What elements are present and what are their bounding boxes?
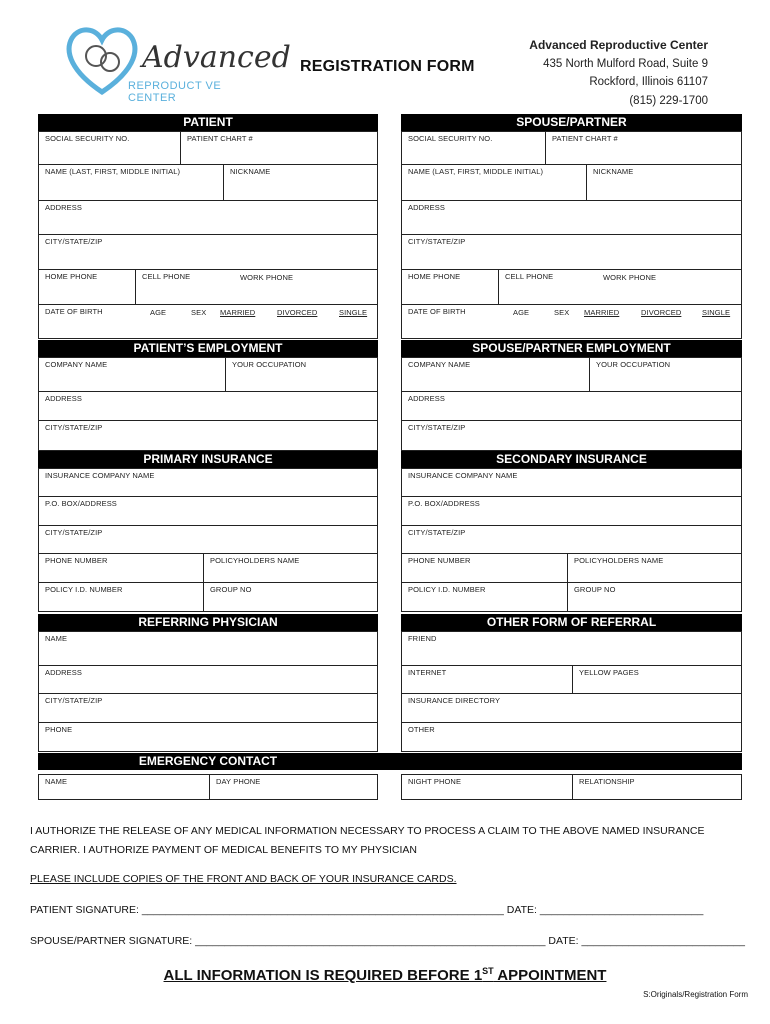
- center-phone: (815) 229-1700: [629, 94, 708, 107]
- primary-insurance-header: PRIMARY INSURANCE: [38, 451, 378, 468]
- spouse-signature-line[interactable]: SPOUSE/PARTNER SIGNATURE: ____________________________________________________________ DATE: ____________________________: [30, 935, 745, 947]
- spouse-header: SPOUSE/PARTNER: [401, 114, 742, 131]
- referring-csz-field[interactable]: CITY/STATE/ZIP: [38, 693, 378, 723]
- form-title: REGISTRATION FORM: [300, 58, 475, 75]
- patient-company-field[interactable]: COMPANY NAME: [38, 357, 226, 392]
- primary-company-field[interactable]: INSURANCE COMPANY NAME: [38, 468, 378, 497]
- primary-phone-field[interactable]: PHONE NUMBER: [38, 553, 204, 583]
- spouse-cell-work-field[interactable]: [498, 269, 742, 305]
- patient-signature-line[interactable]: PATIENT SIGNATURE: ______________________________________________________________ DATE: ____________________________: [30, 904, 704, 916]
- spouse-cell-phone-label: CELL PHONE: [505, 272, 554, 281]
- spouse-divorced-option[interactable]: DIVORCED: [641, 308, 682, 317]
- spouse-married-option[interactable]: MARRIED: [584, 308, 620, 317]
- patient-single-option[interactable]: SINGLE: [339, 308, 368, 317]
- spouse-csz-field[interactable]: CITY/STATE/ZIP: [401, 234, 742, 270]
- patient-sex-label: SEX: [191, 308, 207, 317]
- referral-directory-field[interactable]: INSURANCE DIRECTORY: [401, 693, 742, 723]
- referring-physician-header: REFERRING PHYSICIAN: [38, 614, 378, 631]
- spouse-address-field[interactable]: ADDRESS: [401, 200, 742, 235]
- patient-ssn-field[interactable]: SOCIAL SECURITY NO.: [38, 131, 181, 165]
- required-notice-pre: ALL INFORMATION IS REQUIRED BEFORE 1: [163, 967, 483, 984]
- logo-subtitle: REPRODUCT VE CENTER: [128, 80, 222, 104]
- patient-occupation-field[interactable]: YOUR OCCUPATION: [225, 357, 378, 392]
- patient-emp-address-field[interactable]: ADDRESS: [38, 391, 378, 421]
- spouse-chart-field[interactable]: PATIENT CHART #: [545, 131, 742, 165]
- secondary-insurance-header: SECONDARY INSURANCE: [401, 451, 742, 468]
- referral-yellow-pages-field[interactable]: YELLOW PAGES: [572, 665, 742, 694]
- patient-employment-header: PATIENT’S EMPLOYMENT: [38, 340, 378, 357]
- center-address: [529, 36, 708, 110]
- patient-csz-field[interactable]: CITY/STATE/ZIP: [38, 234, 378, 270]
- patient-address-field[interactable]: ADDRESS: [38, 200, 378, 235]
- primary-holder-field[interactable]: POLICYHOLDERS NAME: [203, 553, 378, 583]
- patient-married-option[interactable]: MARRIED: [220, 308, 256, 317]
- patient-work-phone-label: WORK PHONE: [240, 273, 294, 282]
- center-name: Advanced Reproductive Center: [529, 38, 708, 52]
- secondary-po-field[interactable]: P.O. BOX/ADDRESS: [401, 496, 742, 526]
- patient-header: PATIENT: [38, 114, 378, 131]
- secondary-phone-field[interactable]: PHONE NUMBER: [401, 553, 568, 583]
- required-notice-post: APPOINTMENT: [493, 967, 607, 984]
- referral-friend-field[interactable]: FRIEND: [401, 631, 742, 666]
- patient-emp-csz-field[interactable]: CITY/STATE/ZIP: [38, 420, 378, 451]
- spouse-nickname-field[interactable]: NICKNAME: [586, 164, 742, 201]
- patient-cell-phone-label: CELL PHONE: [142, 272, 191, 281]
- secondary-company-field[interactable]: INSURANCE COMPANY NAME: [401, 468, 742, 497]
- referring-phone-field[interactable]: PHONE: [38, 722, 378, 752]
- spouse-company-field[interactable]: COMPANY NAME: [401, 357, 590, 392]
- emergency-night-phone-field[interactable]: NIGHT PHONE: [401, 774, 573, 800]
- patient-home-phone-field[interactable]: HOME PHONE: [38, 269, 136, 305]
- emergency-relationship-field[interactable]: RELATIONSHIP: [572, 774, 742, 800]
- spouse-single-option[interactable]: SINGLE: [702, 308, 731, 317]
- spouse-dob-label: DATE OF BIRTH: [408, 307, 466, 316]
- center-logo: [62, 22, 291, 104]
- patient-dob-row[interactable]: [38, 304, 378, 339]
- referring-address-field[interactable]: ADDRESS: [38, 665, 378, 694]
- spouse-home-phone-field[interactable]: HOME PHONE: [401, 269, 499, 305]
- primary-csz-field[interactable]: CITY/STATE/ZIP: [38, 525, 378, 554]
- secondary-holder-field[interactable]: POLICYHOLDERS NAME: [567, 553, 742, 583]
- patient-divorced-option[interactable]: DIVORCED: [277, 308, 318, 317]
- primary-po-field[interactable]: P.O. BOX/ADDRESS: [38, 496, 378, 526]
- patient-chart-field[interactable]: PATIENT CHART #: [180, 131, 378, 165]
- patient-age-label: AGE: [150, 308, 167, 317]
- footer-path: S:Originals/Registration Form: [643, 990, 748, 999]
- referral-other-field[interactable]: OTHER: [401, 722, 742, 752]
- spouse-employment-header: SPOUSE/PARTNER EMPLOYMENT: [401, 340, 742, 357]
- patient-dob-label: DATE OF BIRTH: [45, 307, 103, 316]
- emergency-contact-header: [38, 753, 742, 770]
- emergency-name-field[interactable]: NAME: [38, 774, 210, 800]
- spouse-ssn-field[interactable]: SOCIAL SECURITY NO.: [401, 131, 546, 165]
- patient-nickname-field[interactable]: NICKNAME: [223, 164, 378, 201]
- logo-name: Advanced: [142, 40, 291, 75]
- referring-name-field[interactable]: NAME: [38, 631, 378, 666]
- spouse-name-field[interactable]: NAME (LAST, FIRST, MIDDLE INITIAL): [401, 164, 587, 201]
- secondary-csz-field[interactable]: CITY/STATE/ZIP: [401, 525, 742, 554]
- authorization-text: I AUTHORIZE THE RELEASE OF ANY MEDICAL INFORMATION NECESSARY TO PROCESS A CLAIM TO THE ABOVE NAMED INSURANCE CARRIER. I AUTHORIZE PAYMENT OF MEDICAL BENEFITS TO MY PHYSICIAN: [30, 825, 705, 856]
- referral-internet-field[interactable]: INTERNET: [401, 665, 573, 694]
- spouse-occupation-field[interactable]: YOUR OCCUPATION: [589, 357, 742, 392]
- secondary-policy-field[interactable]: POLICY I.D. NUMBER: [401, 582, 568, 612]
- emergency-contact-title: EMERGENCY CONTACT: [138, 754, 278, 768]
- emergency-day-phone-field[interactable]: DAY PHONE: [209, 774, 378, 800]
- secondary-group-field[interactable]: GROUP NO: [567, 582, 742, 612]
- include-cards-note: PLEASE INCLUDE COPIES OF THE FRONT AND BACK OF YOUR INSURANCE CARDS.: [30, 873, 457, 885]
- spouse-sex-label: SEX: [554, 308, 570, 317]
- center-street: 435 North Mulford Road, Suite 9: [543, 57, 708, 70]
- spouse-emp-address-field[interactable]: ADDRESS: [401, 391, 742, 421]
- other-referral-header: OTHER FORM OF REFERRAL: [401, 614, 742, 631]
- spouse-age-label: AGE: [513, 308, 530, 317]
- required-notice-sup: ST: [482, 966, 494, 976]
- spouse-emp-csz-field[interactable]: CITY/STATE/ZIP: [401, 420, 742, 451]
- patient-name-field[interactable]: NAME (LAST, FIRST, MIDDLE INITIAL): [38, 164, 224, 201]
- primary-policy-field[interactable]: POLICY I.D. NUMBER: [38, 582, 204, 612]
- spouse-work-phone-label: WORK PHONE: [603, 273, 657, 282]
- required-notice: [0, 966, 770, 984]
- patient-cell-work-field[interactable]: [135, 269, 378, 305]
- center-city: Rockford, Illinois 61107: [589, 76, 708, 88]
- primary-group-field[interactable]: GROUP NO: [203, 582, 378, 612]
- spouse-dob-row[interactable]: [401, 304, 742, 339]
